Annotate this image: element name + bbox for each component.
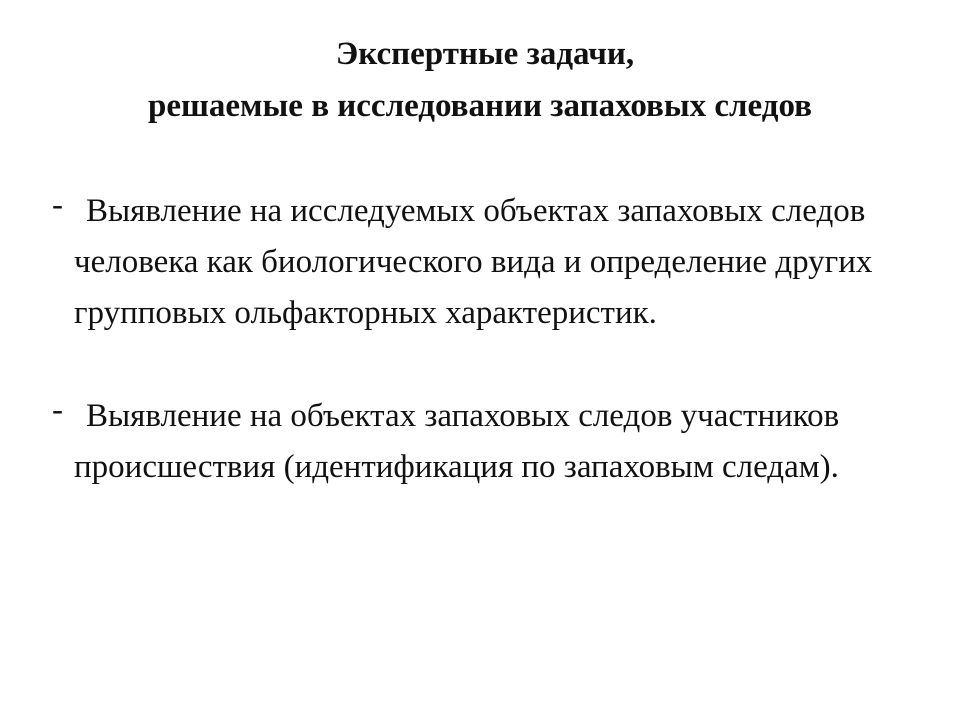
bullet-item: [52, 186, 942, 339]
title-line-1: Экспертные задачи,: [335, 36, 635, 72]
bullet-text-content: Выявление на объектах запаховых следов участников происшествия (идентификация по запаховым следам).: [74, 398, 840, 485]
bullet-list: [52, 186, 942, 545]
bullet-dash: -: [52, 392, 63, 428]
title-line-2: решаемые в исследовании запаховых следов: [148, 88, 812, 124]
bullet-dash: -: [52, 187, 63, 223]
bullet-text: [74, 391, 942, 493]
bullet-item: [52, 391, 942, 493]
bullet-text: [74, 186, 942, 339]
bullet-text-content: Выявление на исследуемых объектах запаховых следов человека как биологического вида и определение других групповых ольфакторных характеристик.: [74, 193, 873, 331]
slide-title: [0, 28, 960, 132]
